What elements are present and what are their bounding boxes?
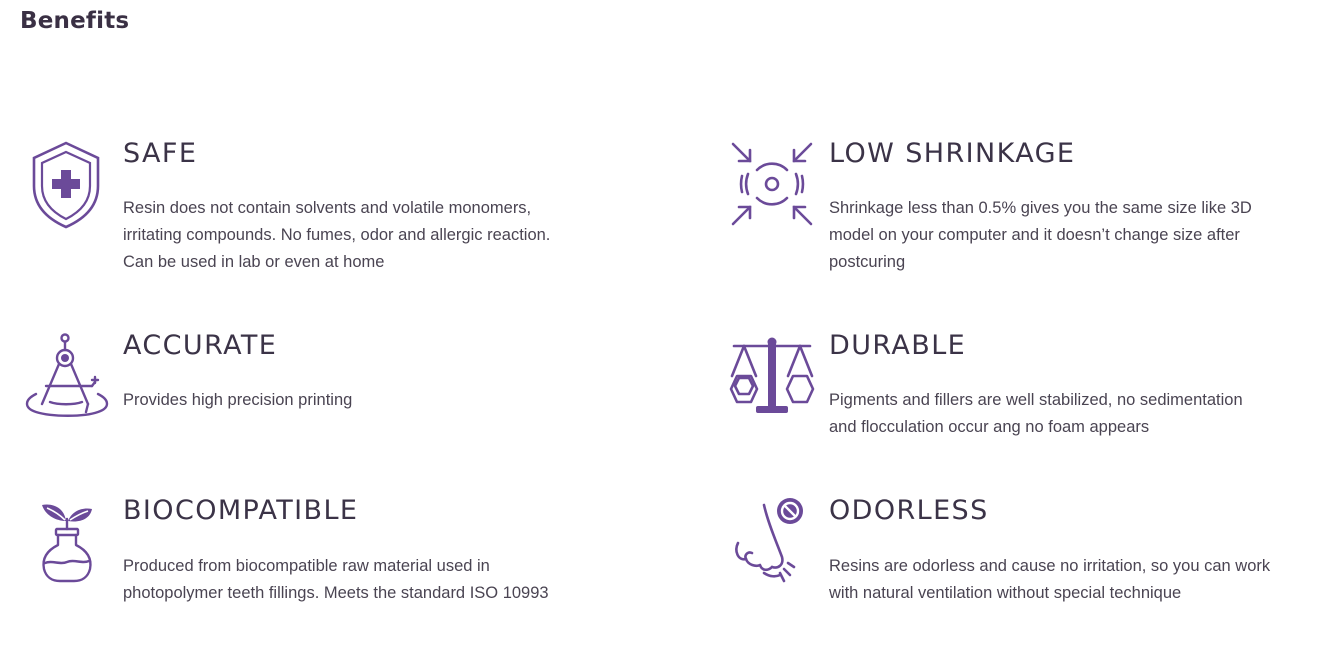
benefit-title: ACCURATE — [123, 330, 278, 361]
description-line: Produced from biocompatible raw material used in — [123, 557, 490, 575]
nose-no-odor-icon — [734, 497, 810, 589]
description-line: and flocculation occur ang no foam appears — [829, 418, 1150, 436]
description-line: with natural ventilation without special technique — [829, 584, 1182, 602]
benefit-biocompatible — [36, 495, 656, 615]
benefit-description — [123, 553, 549, 607]
section-title: Benefits — [20, 8, 130, 34]
description-line: photopolymer teeth fillings. Meets the standard ISO 10993 — [123, 584, 549, 602]
description-line: Provides high precision printing — [123, 391, 353, 409]
benefit-description — [123, 195, 550, 276]
description-line: Resin does not contain solvents and volatile monomers, — [123, 199, 532, 217]
benefit-description — [829, 195, 1252, 276]
benefit-low-shrinkage — [730, 138, 1315, 288]
shield-plus-icon — [30, 140, 102, 230]
description-line: Shrinkage less than 0.5% gives you the same size like 3D — [829, 199, 1252, 217]
description-line: Can be used in lab or even at home — [123, 253, 385, 271]
leaf-flask-icon — [38, 499, 96, 585]
description-line: Resins are odorless and cause no irritation, so you can work — [829, 557, 1271, 575]
benefit-accurate — [22, 330, 662, 440]
benefit-safe — [28, 138, 668, 288]
benefit-title: BIOCOMPATIBLE — [123, 495, 359, 526]
benefit-title: ODORLESS — [829, 495, 989, 526]
balance-scale-icon — [726, 336, 818, 416]
description-line: irritating compounds. No fumes, odor and allergic reaction. — [123, 226, 551, 244]
description-line: Pigments and fillers are well stabilized, no sedimentation — [829, 391, 1243, 409]
benefit-description — [829, 387, 1243, 441]
benefit-title: DURABLE — [829, 330, 967, 361]
benefit-description — [123, 387, 352, 414]
benefit-description — [829, 553, 1270, 607]
benefit-title: LOW SHRINKAGE — [829, 138, 1076, 169]
shrink-arrows-icon — [730, 140, 814, 226]
description-line: postcuring — [829, 253, 906, 271]
benefit-durable — [726, 330, 1316, 450]
benefit-odorless — [734, 495, 1316, 615]
description-line: model on your computer and it doesn’t change size after — [829, 226, 1240, 244]
compass-icon — [22, 332, 112, 420]
benefit-title: SAFE — [123, 138, 198, 169]
